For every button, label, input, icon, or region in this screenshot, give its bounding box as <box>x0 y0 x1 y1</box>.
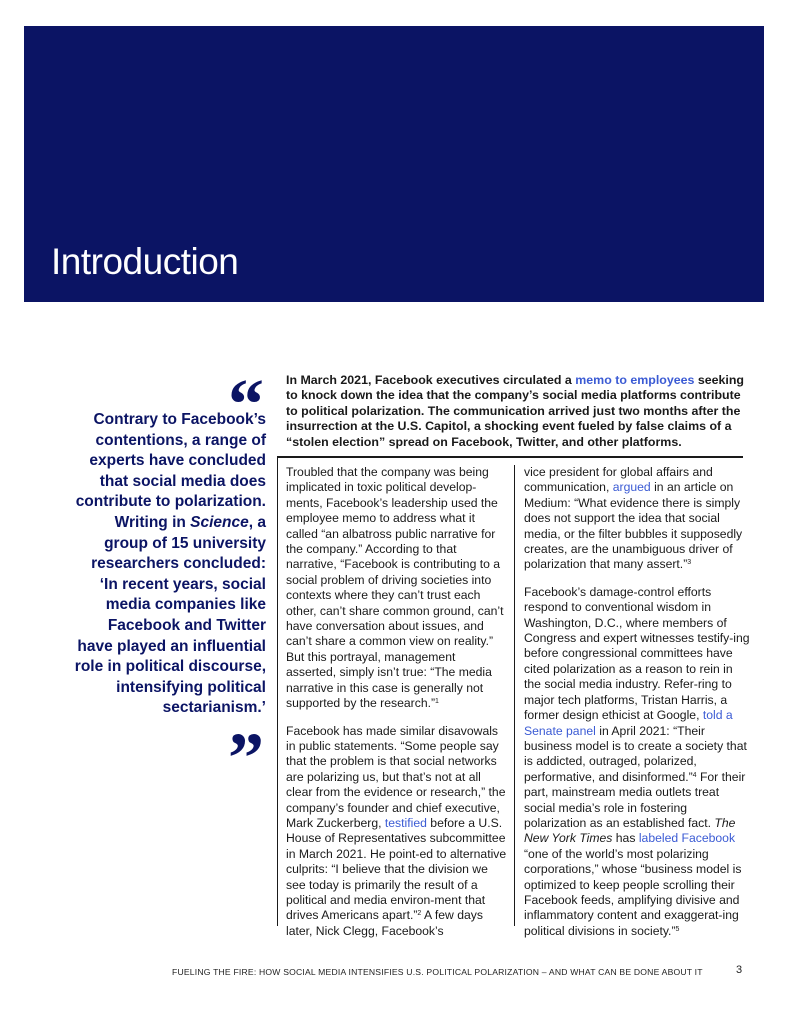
senate-panel-link[interactable]: told a Senate panel <box>524 708 733 738</box>
footnote-ref: 3 <box>687 559 692 567</box>
body-text: in April 2021: “Their business model is to create a society that is addicted, outraged, polarized, performative, and disinformed.” <box>524 723 747 784</box>
body-text: A few days later, Nick Clegg, Facebook’s <box>286 908 483 938</box>
page-number: 3 <box>736 964 743 976</box>
body-text: before a U.S. House of Representatives subcommittee in March 2021. He point-ed to alternative culprits: “I believe that the division we see today is primarily the result of a political and media environ-ment that drives Americans apart.” <box>286 815 507 923</box>
body-column-1 <box>286 465 508 951</box>
footnote-ref: 4 <box>692 771 697 779</box>
pull-quote-part1: Contrary to Facebook’s contentions, a range of experts have concluded that social media does contribute to polarization. Writing in <box>75 411 266 531</box>
body-paragraph <box>524 465 752 573</box>
body-text: Facebook’s damage-control efforts respond to conventional wisdom in Washington, D.C., where members of Congress and expert witnesses testify-ing before congressional committees have cited polarization as a reason to rein in the social media industry. Refer-ring to major tech platforms, Tristan Harris, a former design ethicist at Google, <box>524 584 750 723</box>
labeled-facebook-link[interactable]: labeled Facebook <box>638 831 736 846</box>
body-paragraph <box>286 724 508 940</box>
memo-link[interactable]: memo to employees <box>575 373 695 387</box>
pull-quote-part2: , a group of 15 university researchers concluded: ‘In recent years, social media companies like Facebook and Twitter have played an influential role in political discourse, intensifying political sectarianism.’ <box>74 513 266 717</box>
column-rule-middle <box>514 465 515 926</box>
footnote-ref: 1 <box>435 698 439 706</box>
body-text: vice president for global affairs and communication, <box>524 465 713 495</box>
body-text: in an article on Medium: “What evidence there is simply does not support the idea that social media, or the filter bubbles it supposedly creates, are the unambiguous driver of polarization that many assert.” <box>524 480 743 572</box>
column-rule-left <box>277 456 278 926</box>
pull-quote-journal: Science <box>190 513 249 531</box>
body-text: “one of the world’s most polarizing corporations,” whose “business model is optimized to keep people scrolling their Facebook feeds, amplifying divisive and inflammatory content and exaggerat-ing political divisions in society.” <box>524 846 742 938</box>
close-quote-icon: ” <box>228 718 264 798</box>
testified-link[interactable]: testified <box>384 815 427 830</box>
body-text: Troubled that the company was being implicated in toxic political develop-ments, Facebook’s leadership used the employee memo to address what it called “an albatross public narrative for the company.” According to that narrative, “Facebook is contributing to a social problem of driving societies into contexts where they can’t trust each other, can’t share common ground, can’t have conversation about issues, and can’t share a common view on reality.” But this portrayal, management asserted, simply isn’t true: “The media narrative in this case is generally not supported by the research.” <box>286 465 504 711</box>
intro-banner <box>24 26 764 302</box>
lede-text-a: In March 2021, Facebook executives circulated a <box>286 373 576 387</box>
newspaper-title: The New York Times <box>524 815 736 846</box>
open-quote-icon: “ <box>228 364 264 444</box>
body-column-2 <box>524 465 752 951</box>
lede-text-b: seeking to knock down the idea that the company’s social media platforms contribute to political polarization. The communication arrived just two months after the insurrection at the U.S. Capitol, a shocking event fueled by false claims of a “stolen election” spread on Facebook, Twitter, and other platforms. <box>286 373 744 449</box>
running-footer: FUELING THE FIRE: HOW SOCIAL MEDIA INTENSIFIES U.S. POLITICAL POLARIZATION – AND WHAT CAN BE DONE ABOUT IT <box>172 967 703 977</box>
body-text: Facebook has made similar disavowals in public statements. “Some people say that the problem is that social networks are polarizing us, but that’s not at all clear from the evidence or research,” the company’s founder and chief executive, Mark Zuckerberg, <box>286 723 506 830</box>
body-paragraph <box>286 465 508 712</box>
lede-paragraph <box>286 373 746 450</box>
body-text: For their part, mainstream media outlets treat social media’s role in fostering polarization as an established fact. <box>524 769 746 830</box>
argued-link[interactable]: argued <box>612 480 651 495</box>
footnote-ref: 5 <box>675 925 680 933</box>
lede-divider <box>277 456 743 458</box>
body-text: has <box>612 831 639 846</box>
pull-quote <box>70 410 266 719</box>
footnote-ref: 2 <box>417 910 422 918</box>
body-paragraph <box>524 585 752 939</box>
page-title: Introduction <box>51 241 239 282</box>
